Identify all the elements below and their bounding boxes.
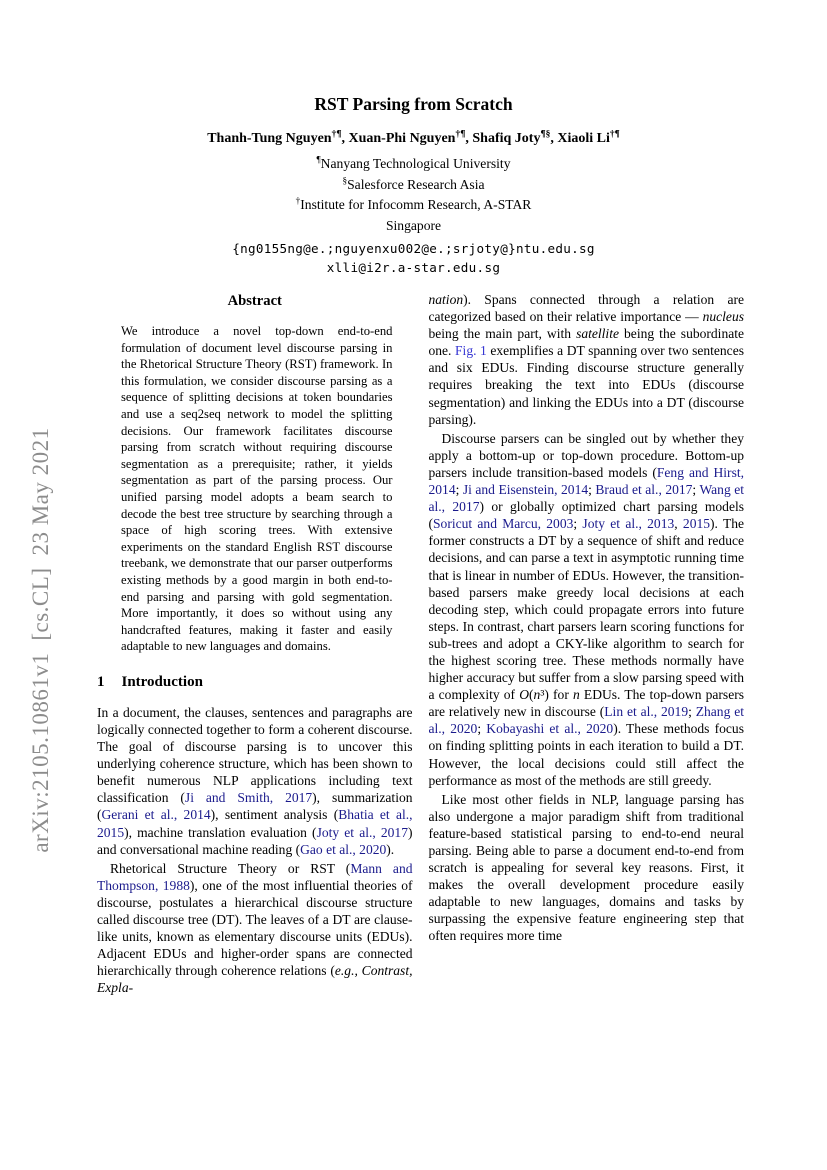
- citation-link[interactable]: Soricut and Marcu, 2003: [433, 516, 574, 532]
- text-segment: ;: [455, 482, 463, 498]
- text-segment: ), machine translation evaluation (: [124, 824, 317, 840]
- text-segment: ).: [386, 841, 395, 857]
- citation-link[interactable]: Lin et al., 2019: [604, 704, 689, 720]
- text-segment: ;: [588, 482, 596, 498]
- text-segment: In a document, the clauses, sentences and paragraphs are logically connected together to form a coherent discourse. The goal of discourse parsing is to uncover this underlying coherence structure, which has been shown to benefit numerous NLP applications including text classification (: [97, 704, 413, 806]
- citation-link[interactable]: Ji and Eisenstein, 2014: [462, 482, 589, 498]
- text-segment: being the main part, with: [428, 326, 577, 342]
- text-segment: O: [519, 687, 530, 703]
- text-segment: ). Spans connected through a relation are categorized based on their relative importance —: [428, 292, 744, 325]
- intro-paragraph-2-continued: [429, 291, 745, 428]
- text-segment: exemplifies a DT spanning over two sentences and six EDUs. Finding discourse structure generally requires breaking the text into EDUs (discourse segmentation) and linking the EDUs into a DT (discourse parsing).: [428, 343, 744, 427]
- intro-paragraph-1: [97, 704, 413, 858]
- text-segment: ,: [550, 131, 558, 146]
- figure-reference-link[interactable]: Fig. 1: [455, 343, 487, 359]
- affiliation-salesforce: [0, 175, 827, 196]
- citation-link[interactable]: 2015: [682, 516, 711, 532]
- text-segment: n: [533, 687, 541, 703]
- email-line-2: xlli@i2r.a-star.edu.sg: [326, 260, 501, 275]
- intro-paragraph-2: [97, 860, 413, 997]
- text-segment: †¶: [455, 129, 466, 140]
- text-segment: (: [529, 687, 534, 703]
- text-segment: ¶§: [540, 129, 551, 140]
- citation-link[interactable]: Mann and Thompson, 1988: [97, 860, 413, 893]
- text-segment: ;: [688, 704, 696, 720]
- text-segment: Institute for Infocomm Research, A-STAR: [300, 197, 532, 212]
- citation-link[interactable]: Bhatia et al., 2015: [97, 807, 413, 840]
- two-column-body: [97, 291, 744, 996]
- paper-title: RST Parsing from Scratch: [314, 94, 513, 114]
- intro-paragraph-3: [429, 430, 745, 789]
- text-segment: ;: [573, 516, 583, 532]
- text-segment: e.g., Contrast, Expla-: [97, 963, 413, 996]
- text-segment: †¶: [609, 129, 620, 140]
- email-line-1: {ng0155ng@e.;nguyenxu002@e.;srjoty@}ntu.edu.sg: [232, 241, 595, 256]
- citation-link[interactable]: Joty et al., 2017: [316, 824, 408, 840]
- text-segment: †¶: [331, 129, 342, 140]
- text-segment: ,: [341, 131, 349, 146]
- abstract-text: We introduce a novel top-down end-to-end formulation of document level discourse parsing in the Rhetorical Structure Theory (RST) framework. In this formulation, we consider discourse parsing as a sequence of splitting decisions at token boundaries and use a seq2seq network to model the splitting decisions. Our framework facilitates discourse parsing from scratch without requiring discourse segmentation as a prerequisite; rather, it yields segmentation as part of the parsing process. Our unified parsing model adopts a beam search to decode the best tree structure by searching through a space of high scoring trees. With extensive experiments on the standard English RST discourse treebank, we demonstrate that our parser outperforms existing methods by a good margin in both end-to-end parsing and parsing with gold segmentation. More importantly, it does so without using any handcrafted features, making it faster and easily adaptable to new languages and domains.: [121, 324, 393, 654]
- text-segment: Shafiq Joty: [472, 131, 541, 146]
- right-column: [429, 291, 745, 996]
- text-segment: ¶: [316, 154, 321, 165]
- citation-link[interactable]: Gao et al., 2020: [300, 841, 387, 857]
- text-segment: nation: [428, 292, 464, 307]
- arxiv-watermark: arXiv:2105.10861v1 [cs.CL] 23 May 2021: [28, 427, 53, 853]
- paper-header: [0, 94, 827, 277]
- text-segment: nucleus: [702, 309, 744, 325]
- affiliation-i2r: [0, 195, 827, 216]
- text-segment: §: [342, 174, 348, 185]
- citation-link[interactable]: Gerani et al., 2014: [101, 807, 211, 823]
- text-segment: ) or globally optimized chart parsing models (: [428, 499, 745, 532]
- text-segment: ) and conversational machine reading (: [97, 824, 413, 857]
- text-segment: ,: [674, 516, 683, 532]
- citation-link[interactable]: Kobayashi et al., 2020: [486, 721, 614, 737]
- affiliation-ntu: [0, 154, 827, 175]
- citation-link[interactable]: Zhang et al., 2020: [428, 704, 744, 737]
- text-segment: ). The former constructs a DT by a sequence of shift and reduce decisions, and can parse a text in asymptotic running time that is linear in number of EDUs. However, the transition-based parsers make greedy local decisions at each decoding step, which could propagate errors into future steps. In contrast, chart parsers learn scoring functions for sub-trees and adopt a CKY-like algorithm to search for the highest scoring tree. These methods normally have higher accuracy but suffer from a slow parsing speed with a complexity of: [428, 516, 745, 703]
- citation-link[interactable]: Wang et al., 2017: [428, 482, 744, 515]
- text-segment: satellite: [576, 326, 619, 342]
- text-segment: n: [573, 687, 580, 703]
- text-segment: ;: [477, 721, 487, 737]
- citation-link[interactable]: Feng and Hirst, 2014: [428, 464, 744, 498]
- text-segment: Rhetorical Structure Theory or RST (: [110, 860, 351, 876]
- text-segment: Discourse parsers can be singled out by whether they apply a bottom-up or top-down procedure. Bottom-up parsers include transition-based models (: [428, 430, 744, 480]
- abstract-heading: Abstract: [227, 293, 282, 309]
- intro-paragraph-4: [429, 791, 745, 945]
- text-segment: Nanyang Technological University: [320, 156, 511, 171]
- text-segment: Xuan-Phi Nguyen: [348, 131, 456, 146]
- citation-link[interactable]: Joty et al., 2013: [582, 516, 675, 532]
- text-segment: †: [295, 195, 301, 206]
- text-segment: ), one of the most influential theories of discourse, postulates a hierarchical discourse structure called discourse tree (DT). The leaves of a DT are clause-like units, known as elementary discourse units (EDUs). Adjacent EDUs and higher-order spans are connected hierarchically through coherence relations (: [97, 877, 413, 979]
- text-segment: ,: [465, 131, 473, 146]
- text-segment: Like most other fields in NLP, language parsing has also undergone a major paradigm shift from traditional feature-based statistical parsing to end-to-end neural parsing. Being able to parse a document end-to-end from scratch is appealing for several key reasons. First, it makes the overall development procedure easily adaptable to new languages, domains and tasks by surpassing the expensive feature engineering step that often requires more time: [428, 791, 744, 944]
- text-segment: Salesforce Research Asia: [347, 176, 485, 192]
- text-segment: EDUs. The top-down parsers are relatively new in discourse (: [428, 687, 745, 720]
- left-column: [97, 291, 413, 996]
- text-segment: ;: [692, 482, 700, 498]
- text-segment: being the subordinate one.: [428, 326, 745, 359]
- text-segment: Xiaoli Li: [557, 131, 610, 146]
- text-segment: ), summarization (: [97, 790, 413, 823]
- authors-line: [0, 131, 827, 147]
- citation-link[interactable]: Braud et al., 2017: [595, 482, 693, 498]
- section-number: 1: [97, 673, 105, 690]
- text-segment: ). These methods focus on finding splitting points in each iteration to build a DT. However, the local decisions could still affect the performance as most of the methods are still greedy.: [428, 721, 744, 788]
- affiliation-country: [0, 216, 827, 237]
- author-emails: [0, 239, 827, 277]
- text-segment: ³) for: [540, 687, 573, 703]
- text-segment: Singapore: [385, 217, 442, 233]
- text-segment: Thanh-Tung Nguyen: [207, 131, 332, 146]
- citation-link[interactable]: Ji and Smith, 2017: [184, 790, 313, 806]
- section-title: Introduction: [121, 673, 203, 690]
- section-heading-introduction: [97, 674, 413, 691]
- text-segment: ), sentiment analysis (: [210, 807, 339, 823]
